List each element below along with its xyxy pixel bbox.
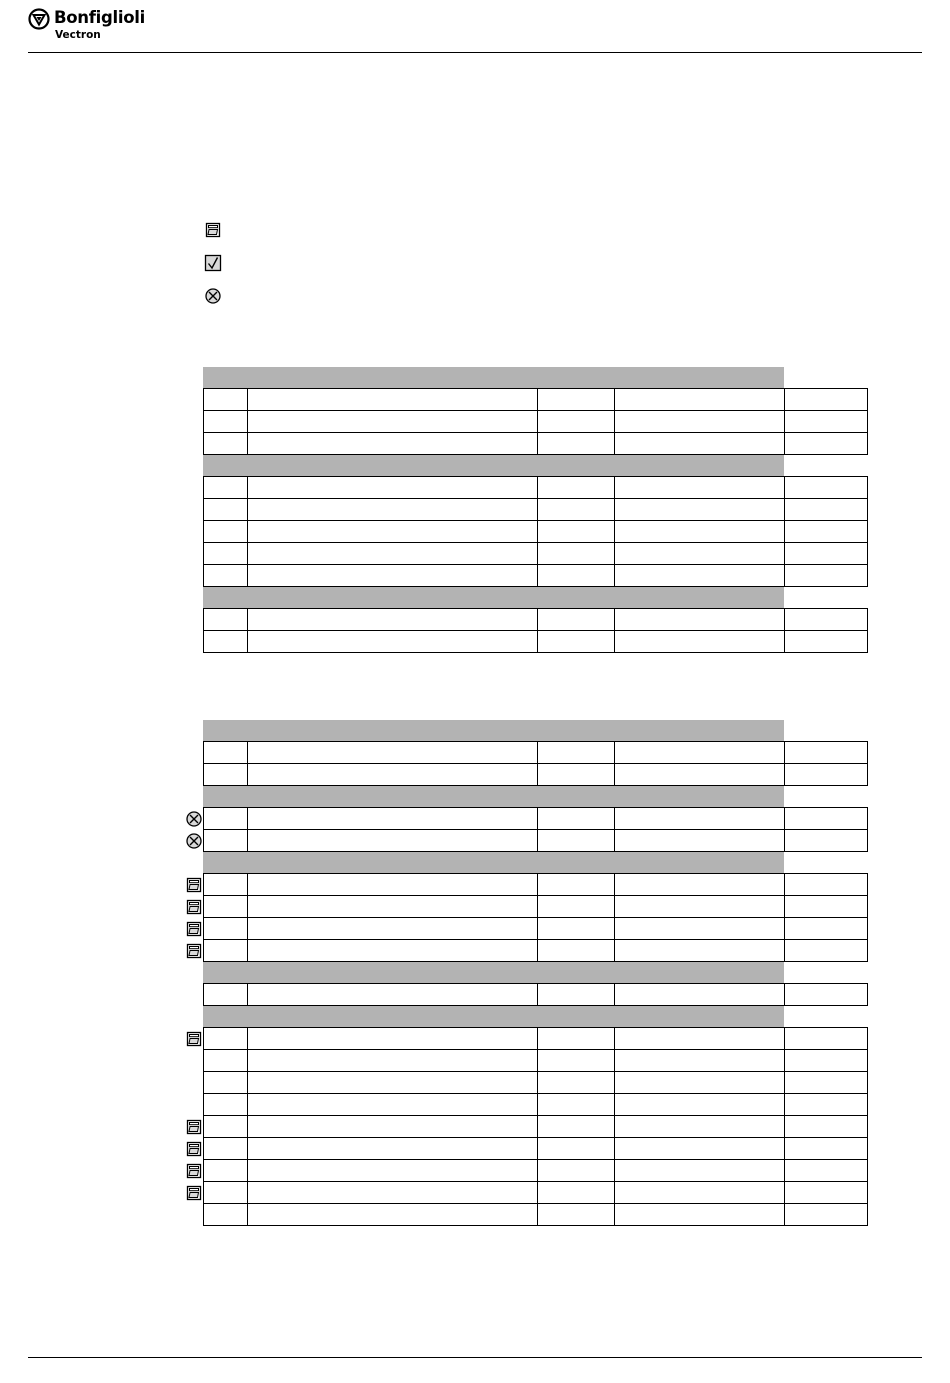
column-divider (247, 1093, 248, 1116)
group-header (203, 962, 784, 983)
column-divider (784, 1093, 785, 1116)
group-header (203, 455, 784, 476)
column-divider (614, 1181, 615, 1204)
column-divider (537, 498, 538, 521)
column-divider (247, 807, 248, 830)
column-divider (614, 1203, 615, 1226)
column-divider (614, 520, 615, 543)
column-divider (784, 807, 785, 830)
column-divider (537, 939, 538, 962)
column-divider (247, 1027, 248, 1050)
column-divider (784, 564, 785, 587)
column-divider (614, 1093, 615, 1116)
column-divider (247, 388, 248, 411)
brand-subname: Vectron (55, 29, 101, 41)
column-divider (614, 1159, 615, 1182)
column-divider (247, 1181, 248, 1204)
column-divider (247, 741, 248, 764)
column-divider (784, 895, 785, 918)
column-divider (784, 741, 785, 764)
column-divider (614, 763, 615, 786)
table-row (203, 498, 868, 521)
header-rule (28, 52, 922, 53)
column-divider (614, 498, 615, 521)
table-row (203, 542, 868, 565)
cross-circle-icon (204, 287, 222, 305)
group-header (203, 786, 784, 807)
column-divider (247, 873, 248, 896)
column-divider (614, 388, 615, 411)
column-divider (537, 608, 538, 631)
column-divider (614, 873, 615, 896)
column-divider (784, 1115, 785, 1138)
parameter-card-icon (185, 1140, 203, 1158)
table-row (203, 1027, 868, 1050)
column-divider (784, 608, 785, 631)
column-divider (247, 1137, 248, 1160)
table-row (203, 763, 868, 786)
column-divider (537, 1181, 538, 1204)
column-divider (614, 917, 615, 940)
group-header (203, 1006, 784, 1027)
table-row (203, 741, 868, 764)
column-divider (614, 1137, 615, 1160)
column-divider (784, 983, 785, 1006)
table-row (203, 432, 868, 455)
column-divider (537, 564, 538, 587)
column-divider (537, 829, 538, 852)
group-header (203, 587, 784, 608)
column-divider (247, 476, 248, 499)
column-divider (247, 520, 248, 543)
column-divider (614, 476, 615, 499)
brand-name: Bonfiglioli (54, 8, 145, 27)
column-divider (537, 410, 538, 433)
table-row (203, 983, 868, 1006)
column-divider (537, 388, 538, 411)
column-divider (537, 432, 538, 455)
column-divider (537, 1071, 538, 1094)
column-divider (247, 895, 248, 918)
column-divider (247, 1159, 248, 1182)
column-divider (537, 1203, 538, 1226)
column-divider (784, 410, 785, 433)
table-row (203, 1071, 868, 1094)
column-divider (537, 1115, 538, 1138)
column-divider (784, 432, 785, 455)
cross-circle-icon (185, 832, 203, 850)
parameter-card-icon (185, 942, 203, 960)
cross-circle-icon (185, 810, 203, 828)
column-divider (247, 432, 248, 455)
column-divider (537, 520, 538, 543)
parameter-card-icon (185, 1030, 203, 1048)
table-row (203, 1203, 868, 1226)
column-divider (614, 542, 615, 565)
column-divider (784, 630, 785, 653)
group-header (203, 367, 784, 388)
checkmark-icon (204, 254, 222, 272)
column-divider (537, 630, 538, 653)
table-row (203, 1181, 868, 1204)
column-divider (614, 1027, 615, 1050)
column-divider (614, 1071, 615, 1094)
column-divider (247, 1049, 248, 1072)
group-header (203, 720, 784, 741)
table-row (203, 476, 868, 499)
column-divider (784, 1071, 785, 1094)
column-divider (247, 608, 248, 631)
column-divider (247, 939, 248, 962)
column-divider (784, 873, 785, 896)
table-row (203, 829, 868, 852)
column-divider (537, 1049, 538, 1072)
table-row (203, 520, 868, 543)
column-divider (614, 432, 615, 455)
column-divider (784, 917, 785, 940)
table-row (203, 1093, 868, 1116)
parameter-card-icon (185, 920, 203, 938)
column-divider (537, 917, 538, 940)
column-divider (784, 1203, 785, 1226)
column-divider (784, 1181, 785, 1204)
column-divider (784, 829, 785, 852)
parameter-card-icon (204, 221, 222, 239)
column-divider (614, 630, 615, 653)
column-divider (247, 564, 248, 587)
table-row (203, 1159, 868, 1182)
table-row (203, 917, 868, 940)
column-divider (614, 608, 615, 631)
table-row (203, 807, 868, 830)
column-divider (784, 939, 785, 962)
table-row (203, 388, 868, 411)
column-divider (784, 1137, 785, 1160)
column-divider (614, 410, 615, 433)
table-row (203, 608, 868, 631)
column-divider (247, 498, 248, 521)
table-row (203, 1137, 868, 1160)
parameter-card-icon (185, 1118, 203, 1136)
table-row (203, 939, 868, 962)
table-row (203, 1049, 868, 1072)
column-divider (784, 542, 785, 565)
column-divider (614, 564, 615, 587)
table-row (203, 564, 868, 587)
column-divider (537, 763, 538, 786)
table-row (203, 410, 868, 433)
column-divider (247, 983, 248, 1006)
column-divider (784, 520, 785, 543)
parameter-card-icon (185, 876, 203, 894)
column-divider (247, 763, 248, 786)
column-divider (614, 1115, 615, 1138)
table-row (203, 630, 868, 653)
column-divider (784, 1049, 785, 1072)
parameter-card-icon (185, 1162, 203, 1180)
column-divider (537, 476, 538, 499)
column-divider (537, 873, 538, 896)
column-divider (247, 410, 248, 433)
parameter-card-icon (185, 898, 203, 916)
group-header (203, 852, 784, 873)
column-divider (784, 476, 785, 499)
column-divider (614, 895, 615, 918)
column-divider (614, 807, 615, 830)
column-divider (247, 917, 248, 940)
column-divider (614, 939, 615, 962)
column-divider (537, 1093, 538, 1116)
column-divider (247, 1203, 248, 1226)
column-divider (537, 895, 538, 918)
column-divider (784, 498, 785, 521)
column-divider (247, 630, 248, 653)
column-divider (614, 1049, 615, 1072)
column-divider (784, 388, 785, 411)
column-divider (537, 1137, 538, 1160)
column-divider (247, 829, 248, 852)
column-divider (537, 1159, 538, 1182)
company-logo (28, 8, 158, 44)
column-divider (247, 1115, 248, 1138)
column-divider (614, 829, 615, 852)
column-divider (247, 542, 248, 565)
column-divider (784, 763, 785, 786)
column-divider (537, 807, 538, 830)
table-row (203, 895, 868, 918)
column-divider (537, 983, 538, 1006)
parameter-card-icon (185, 1184, 203, 1202)
column-divider (614, 741, 615, 764)
table-row (203, 1115, 868, 1138)
column-divider (537, 542, 538, 565)
column-divider (784, 1159, 785, 1182)
column-divider (614, 983, 615, 1006)
column-divider (537, 741, 538, 764)
footer-rule (28, 1357, 922, 1358)
column-divider (537, 1027, 538, 1050)
table-row (203, 873, 868, 896)
column-divider (247, 1071, 248, 1094)
logo-mark-icon (28, 8, 50, 30)
column-divider (784, 1027, 785, 1050)
